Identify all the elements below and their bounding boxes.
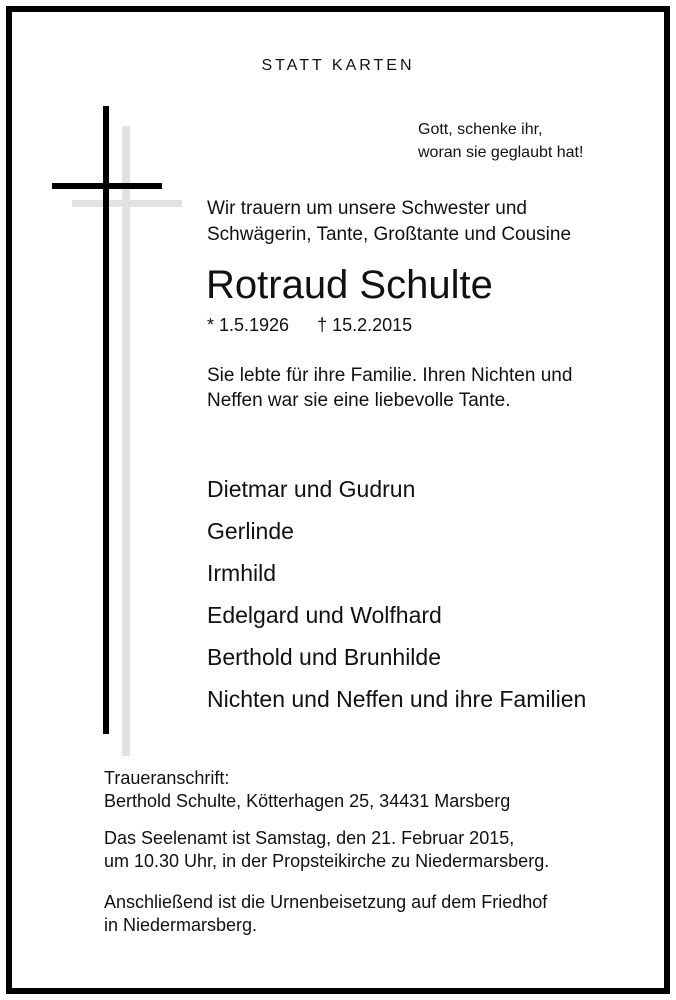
burial-info: [104, 891, 547, 937]
intro-line: Wir trauern um unsere Schwester und: [207, 198, 527, 219]
cross-icon: [52, 106, 182, 756]
header-statt-karten: STATT KARTEN: [261, 57, 415, 74]
burial-line: Anschließend ist die Urnenbeisetzung auf dem Friedhof: [104, 892, 548, 912]
mourner-entry: Berthold und Brunhilde: [207, 644, 441, 670]
requiem-info: [104, 827, 549, 873]
mourner-entry: Edelgard und Wolfhard: [207, 602, 442, 628]
mourner-entry: Irmhild: [207, 560, 277, 586]
cross-shadow-vertical: [122, 126, 130, 756]
mourning-address: [104, 767, 510, 813]
mourners-list: [207, 474, 586, 726]
mourner-entry: Nichten und Neffen und ihre Familien: [207, 686, 587, 712]
tribute-line: Neffen war sie eine liebevolle Tante.: [207, 390, 511, 411]
intro-line: Schwägerin, Tante, Großtante und Cousine: [207, 224, 572, 245]
intro-text: [207, 196, 571, 248]
address-line: Berthold Schulte, Kötterhagen 25, 34431 Marsberg: [104, 791, 511, 811]
deceased-name: Rotraud Schulte: [206, 263, 493, 307]
motto-line: Gott, schenke ihr,: [418, 121, 543, 138]
requiem-line: um 10.30 Uhr, in der Propsteikirche zu Niedermarsberg.: [104, 851, 550, 871]
mourner-entry: Dietmar und Gudrun: [207, 476, 416, 502]
cross-horizontal-bar: [52, 183, 162, 189]
life-dates: [207, 315, 412, 336]
motto-quote: [418, 118, 583, 164]
address-label: Traueranschrift:: [104, 768, 230, 788]
burial-line: in Niedermarsberg.: [104, 915, 258, 935]
motto-line: woran sie geglaubt hat!: [418, 144, 584, 161]
cross-vertical-bar: [103, 106, 109, 734]
tribute-line: Sie lebte für ihre Familie. Ihren Nichten und: [207, 365, 573, 386]
death-date: † 15.2.2015: [317, 315, 413, 335]
requiem-line: Das Seelenamt ist Samstag, den 21. Februar 2015,: [104, 828, 515, 848]
birth-date: * 1.5.1926: [207, 315, 290, 335]
cross-shadow-horizontal: [72, 200, 182, 207]
tribute-text: [207, 363, 572, 413]
mourner-entry: Gerlinde: [207, 518, 294, 544]
